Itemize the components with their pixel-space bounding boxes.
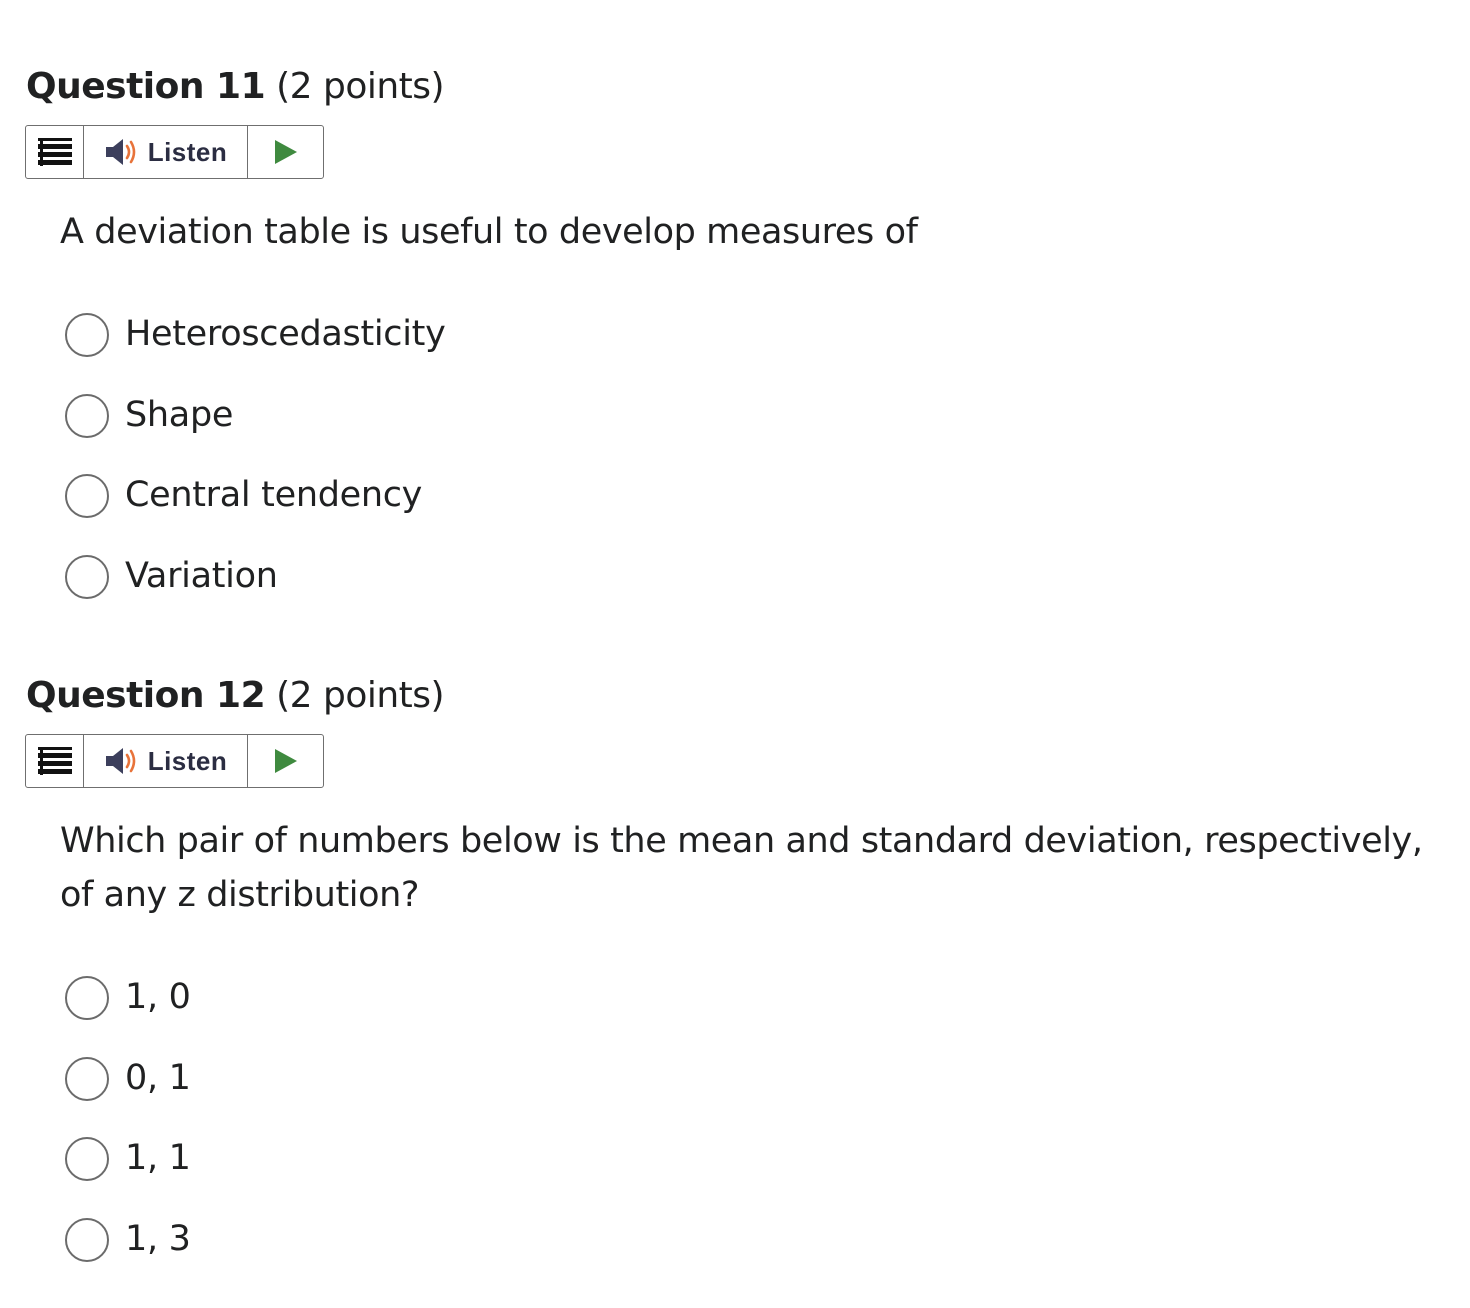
option-label[interactable]: 1, 3 bbox=[125, 1218, 191, 1259]
play-button[interactable] bbox=[248, 126, 323, 178]
menu-icon bbox=[38, 138, 72, 166]
menu-button[interactable] bbox=[26, 126, 84, 178]
answer-options bbox=[65, 974, 191, 1296]
answer-option[interactable] bbox=[65, 553, 446, 634]
radio-button[interactable] bbox=[65, 394, 109, 438]
radio-button[interactable] bbox=[65, 1218, 109, 1262]
radio-button[interactable] bbox=[65, 555, 109, 599]
question-heading bbox=[26, 62, 444, 112]
option-label[interactable]: 1, 0 bbox=[125, 977, 191, 1017]
question-text: Which pair of numbers below is the mean and standard deviation, respectively, of any z distribution? bbox=[60, 821, 1423, 915]
answer-option[interactable] bbox=[65, 974, 191, 1055]
answer-option[interactable] bbox=[65, 311, 446, 392]
menu-button[interactable] bbox=[26, 735, 84, 787]
play-button[interactable] bbox=[248, 735, 323, 787]
answer-option[interactable] bbox=[65, 392, 446, 473]
listen-label: Listen bbox=[147, 745, 228, 776]
answer-option[interactable] bbox=[65, 1216, 191, 1297]
play-icon bbox=[274, 748, 298, 774]
menu-icon bbox=[38, 747, 72, 775]
radio-button[interactable] bbox=[65, 1137, 109, 1181]
answer-options bbox=[65, 311, 446, 633]
option-label[interactable]: Central tendency bbox=[125, 475, 423, 515]
answer-option[interactable] bbox=[65, 472, 446, 553]
question-title: Question 11 bbox=[26, 66, 266, 107]
answer-option[interactable] bbox=[65, 1055, 191, 1136]
speaker-icon bbox=[104, 746, 140, 776]
radio-button[interactable] bbox=[65, 1057, 109, 1101]
answer-option[interactable] bbox=[65, 1135, 191, 1216]
radio-button[interactable] bbox=[65, 976, 109, 1020]
radio-button[interactable] bbox=[65, 474, 109, 518]
speaker-icon bbox=[104, 137, 140, 167]
readspeaker-toolbar bbox=[25, 734, 324, 788]
option-label[interactable]: 0, 1 bbox=[125, 1057, 191, 1098]
option-label[interactable]: Variation bbox=[125, 555, 278, 596]
listen-button[interactable] bbox=[84, 126, 248, 178]
radio-button[interactable] bbox=[65, 313, 109, 357]
question-title: Question 12 bbox=[26, 675, 266, 716]
option-label[interactable]: Heteroscedasticity bbox=[125, 314, 446, 354]
play-icon bbox=[274, 139, 298, 165]
option-label[interactable]: Shape bbox=[125, 394, 234, 435]
listen-label: Listen bbox=[147, 136, 228, 167]
question-points: (2 points) bbox=[276, 675, 445, 716]
listen-button[interactable] bbox=[84, 735, 248, 787]
question-heading bbox=[26, 671, 444, 721]
question-text: A deviation table is useful to develop measures of bbox=[60, 212, 918, 252]
question-points: (2 points) bbox=[276, 66, 445, 107]
option-label[interactable]: 1, 1 bbox=[125, 1138, 191, 1178]
readspeaker-toolbar bbox=[25, 125, 324, 179]
